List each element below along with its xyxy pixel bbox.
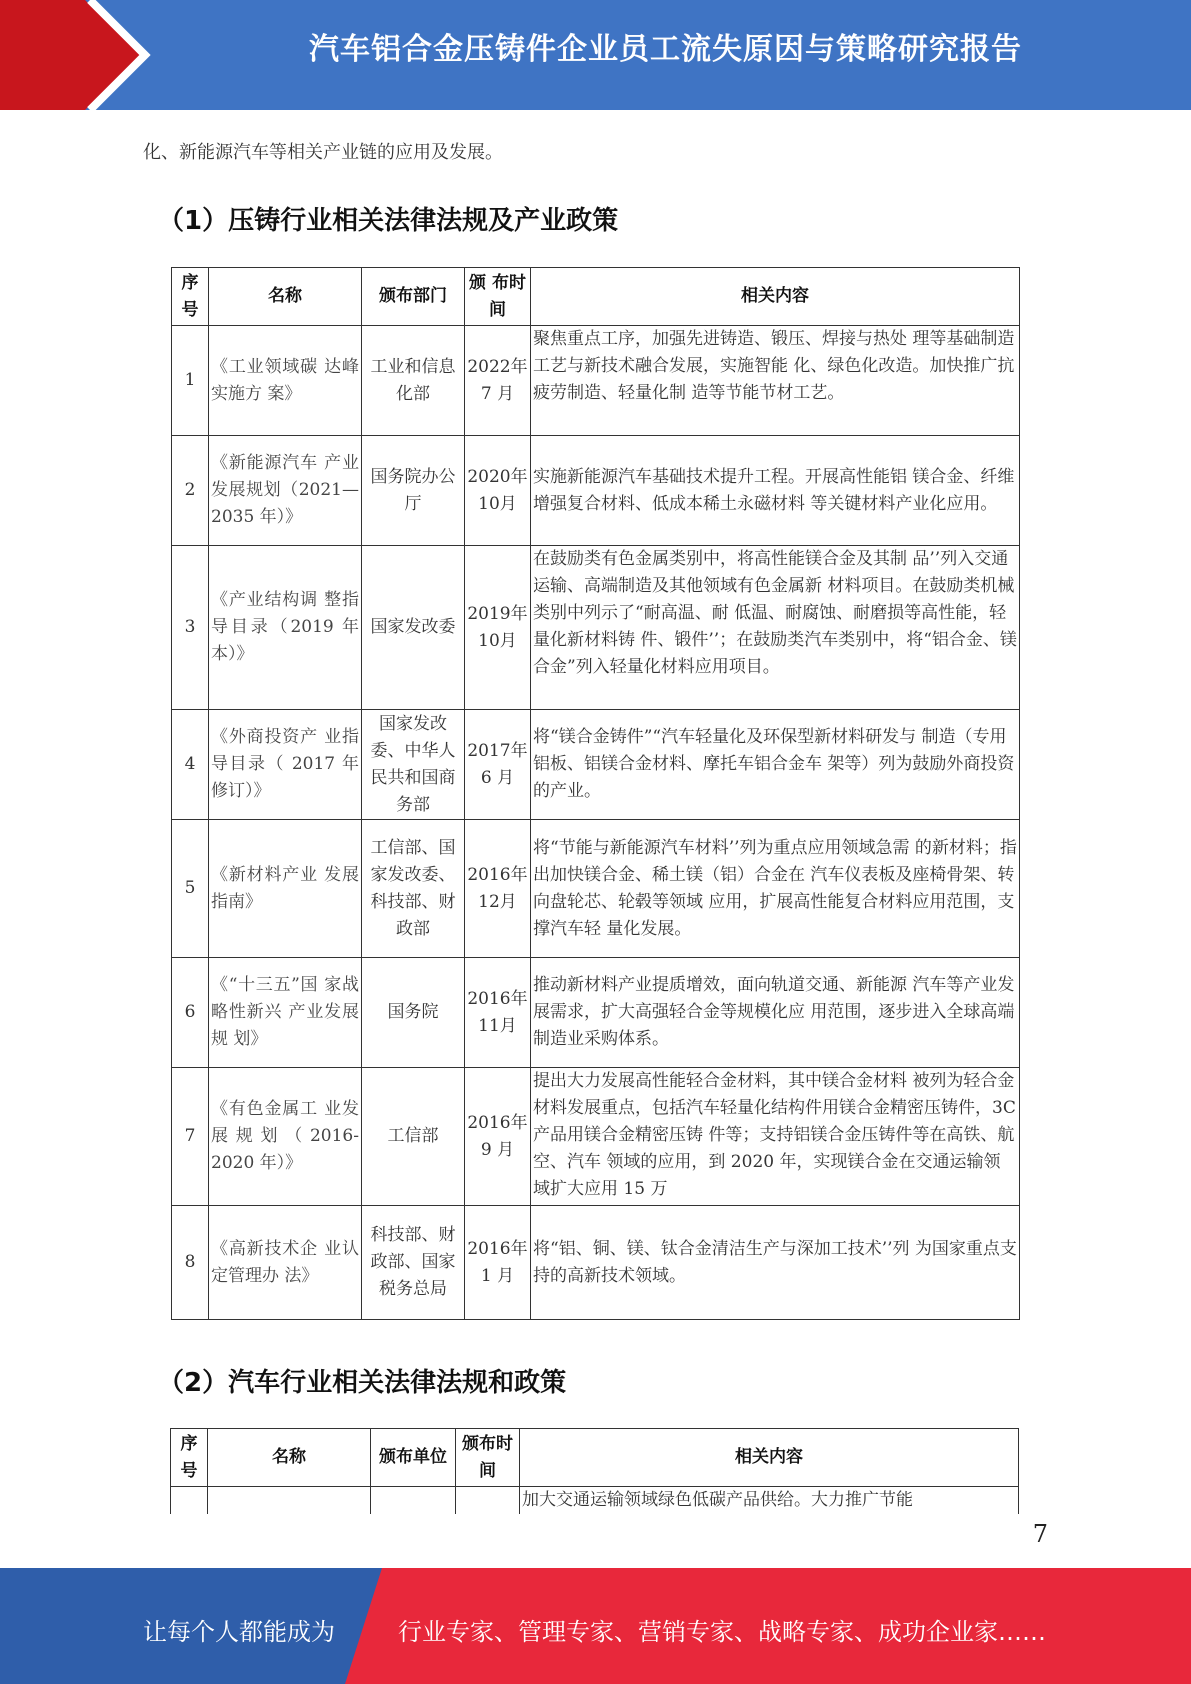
row-time: 2022年 7 月: [465, 326, 531, 436]
policy-table-1: [171, 267, 1020, 1320]
page-header: [0, 0, 1191, 110]
row-content: 聚焦重点工序，加强先进铸造、锻压、焊接与热处 理等基础制造工艺与新技术融合发展，实施智能 化、绿色化改造。加快推广抗疲劳制造、轻量化制 造等节能节材工艺。: [531, 326, 1020, 436]
table-row: [172, 958, 1020, 1068]
table-header-row: [172, 268, 1020, 326]
row-dept: 国务院办公厅: [362, 436, 465, 546]
row-num: 5: [172, 820, 209, 958]
col-header-dept: 颁布单位: [371, 1429, 456, 1487]
row-name: 《高新技术企 业认定管理办 法》: [209, 1206, 362, 1320]
policy-table-2: [170, 1428, 1019, 1514]
row-time: 2016年 1 月: [465, 1206, 531, 1320]
row-time: 2020年 10月: [465, 436, 531, 546]
row-time: [456, 1487, 520, 1515]
row-num: 7: [172, 1068, 209, 1206]
col-header-time: 颁布时间: [456, 1429, 520, 1487]
row-name: 《有色金属工 业发展规划（2016-2020 年）》: [209, 1068, 362, 1206]
col-header-num: 序号: [172, 268, 209, 326]
row-name: 《新材料产业 发展指南》: [209, 820, 362, 958]
row-num: 4: [172, 710, 209, 820]
table-row: [172, 820, 1020, 958]
row-num: 3: [172, 546, 209, 710]
row-time: 2019年 10月: [465, 546, 531, 710]
table-row: [172, 436, 1020, 546]
policy-table-2-clip: [170, 1428, 1020, 1514]
table-row: [172, 1206, 1020, 1320]
row-content: 提出大力发展高性能轻合金材料，其中镁合金材料 被列为轻合金材料发展重点，包括汽车轻量化结构件用镁合金精密压铸件，3C 产品用镁合金精密压铸 件等；支持铝镁合金压铸件等在高铁、航空、汽车 领域的应用，到 2020 年，实现镁合金在交通运输领 域扩大应用 15 万: [531, 1068, 1020, 1206]
row-content: 将“镁合金铸件”“汽车轻量化及环保型新材料研发与 制造（专用铝板、铝镁合金材料、摩托车铝合金车 架等）列为鼓励外商投资的产业。: [531, 710, 1020, 820]
row-content: 加大交通运输领域绿色低碳产品供给。大力推广节能: [520, 1487, 1019, 1515]
row-name: 《新能源汽车 产业发展规划（2021—2035 年）》: [209, 436, 362, 546]
document-title: 汽车铝合金压铸件企业员工流失原因与策略研究报告: [309, 32, 1022, 67]
row-content: 将“节能与新能源汽车材料’’列为重点应用领域急需 的新材料；指出加快镁合金、稀土镁（铝）合金在 汽车仪表板及座椅骨架、转向盘轮芯、轮毂等领域 应用，扩展高性能复合材料应用范围，支撑汽车轻 量化发展。: [531, 820, 1020, 958]
row-time: 2016年 12月: [465, 820, 531, 958]
row-dept: 工业和信息化部: [362, 326, 465, 436]
row-content: 推动新材料产业提质增效，面向轨道交通、新能源 汽车等产业发展需求，扩大高强轻合金等规模化应 用范围，逐步进入全球高端制造业采购体系。: [531, 958, 1020, 1068]
footer-slogan-left: 让每个人都能成为: [143, 1618, 335, 1646]
row-num: 2: [172, 436, 209, 546]
row-dept: 科技部、财政部、国家税务总局: [362, 1206, 465, 1320]
row-content: 实施新能源汽车基础技术提升工程。开展高性能铝 镁合金、纤维增强复合材料、低成本稀土永磁材料 等关键材料产业化应用。: [531, 436, 1020, 546]
row-dept: 国务院: [362, 958, 465, 1068]
row-num: 1: [172, 326, 209, 436]
col-header-time: 颁 布时间: [465, 268, 531, 326]
row-name: 《产业结构调 整指导目录（2019 年 本）》: [209, 546, 362, 710]
row-dept: 国家发改委: [362, 546, 465, 710]
footer-slogan-right: 行业专家、管理专家、营销专家、战略专家、成功企业家……: [398, 1618, 1046, 1646]
col-header-content: 相关内容: [520, 1429, 1019, 1487]
row-content: 将“铝、铜、镁、钛合金清洁生产与深加工技术’’列 为国家重点支持的高新技术领域。: [531, 1206, 1020, 1320]
row-dept: [371, 1487, 456, 1515]
row-name: 《“十三五”国 家战略性新兴 产业发展规 划》: [209, 958, 362, 1068]
row-dept: 工信部: [362, 1068, 465, 1206]
table-header-row: [171, 1429, 1019, 1487]
col-header-dept: 颁布部门: [362, 268, 465, 326]
row-num: 8: [172, 1206, 209, 1320]
table-row: [172, 710, 1020, 820]
row-time: 2016年 9 月: [465, 1068, 531, 1206]
row-dept: 国家发改委、中华人民共和国商务部: [362, 710, 465, 820]
row-num: 6: [172, 958, 209, 1068]
row-content: 在鼓励类有色金属类别中，将高性能镁合金及其制 品’’列入交通运输、高端制造及其他领域有色金属新 材料项目。在鼓励类机械类别中列示了“耐高温、耐 低温、耐腐蚀、耐磨损等高性能，轻量化新材料铸 件、锻件’’；在鼓励类汽车类别中，将“铝合金、镁 合金”列入轻量化材料应用项目。: [531, 546, 1020, 710]
table-row: [172, 1068, 1020, 1206]
row-name: 《工业领域碳 达峰实施方 案》: [209, 326, 362, 436]
row-time: 2016年 11月: [465, 958, 531, 1068]
col-header-name: 名称: [208, 1429, 371, 1487]
page-number: 7: [1032, 1520, 1048, 1548]
section-heading-2: （2）汽车行业相关法律法规和政策: [158, 1368, 567, 1398]
section-heading-1: （1）压铸行业相关法律法规及产业政策: [158, 206, 619, 236]
table-row: [172, 546, 1020, 710]
row-name: [208, 1487, 371, 1515]
intro-paragraph: 化、新能源汽车等相关产业链的应用及发展。: [143, 142, 503, 163]
row-name: 《外商投资产 业指导目录（ 2017 年 修订）》: [209, 710, 362, 820]
row-time: 2017年 6 月: [465, 710, 531, 820]
col-header-num: 序号: [171, 1429, 208, 1487]
row-num: [171, 1487, 208, 1515]
page-footer: [0, 1568, 1191, 1684]
row-dept: 工信部、国家发改委、科技部、财政部: [362, 820, 465, 958]
col-header-content: 相关内容: [531, 268, 1020, 326]
table-row: [171, 1487, 1019, 1515]
col-header-name: 名称: [209, 268, 362, 326]
table-row: [172, 326, 1020, 436]
